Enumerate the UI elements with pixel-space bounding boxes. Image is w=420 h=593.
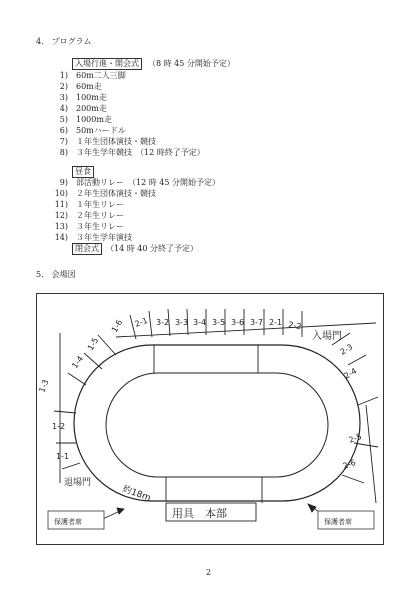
- seat-label-top: 3-3: [175, 318, 189, 327]
- seat-label-left: 1-5: [85, 336, 101, 352]
- track-inner: [106, 373, 328, 477]
- seat-label-top: 1-6: [109, 318, 125, 334]
- seat-label-right: 2-3: [338, 342, 355, 357]
- section-heading-program: 4. プログラム: [36, 37, 92, 46]
- program-item-number: 14): [54, 233, 68, 242]
- program-item-label: １年生リレー: [76, 200, 124, 209]
- distance-label: 約18m: [120, 484, 152, 504]
- program-item-number: 13): [54, 222, 68, 231]
- seat-label-top: 2-1: [133, 315, 149, 329]
- program-item-number: 12): [54, 211, 68, 220]
- seat-label-top: 3-7: [250, 318, 264, 327]
- seat-label-top: 2-2: [287, 320, 303, 332]
- seat-label-top: 3-2: [156, 318, 170, 327]
- lunch-box: 昼食: [72, 166, 94, 178]
- seat-label-top: 3-6: [231, 318, 245, 327]
- entrance-gate-label: 入場門: [312, 331, 342, 342]
- program-item-label: ３年生学年演技: [76, 233, 132, 242]
- program-item-label: ２年生団体演技・競技: [76, 189, 156, 198]
- program-item-label: 1000m走: [76, 115, 112, 124]
- seat-label-top: 2-1: [269, 318, 283, 327]
- section-heading-venue: 5. 会場図: [36, 270, 76, 279]
- program-item-number: 5): [59, 115, 68, 124]
- exit-gate-label: 退場門: [64, 478, 92, 488]
- closing-note: （14 時 40 分終了予定）: [106, 244, 198, 253]
- seat-label-left: 1-4: [70, 354, 86, 371]
- guardian-seat-left-label: 保護者席: [54, 518, 82, 526]
- program-item-label: 60m二人三脚: [76, 71, 126, 80]
- page-number: 2: [206, 568, 212, 577]
- program-item-label: ３年生学年競技 （12 時終了予定）: [76, 148, 205, 157]
- seat-label-top: 3-5: [212, 318, 226, 327]
- program-item-number: 9): [59, 178, 68, 187]
- venue-map: [36, 293, 384, 545]
- seat-label-right: 2-4: [342, 366, 359, 381]
- guardian-seat-right-label: 保護者席: [324, 518, 352, 526]
- program-item-number: 1): [59, 71, 68, 80]
- program-item-number: 7): [59, 137, 68, 146]
- officials-label: 用具 本部: [172, 507, 227, 520]
- program-item-label: 100m走: [76, 93, 107, 102]
- seat-label-left: 1-1: [56, 452, 70, 461]
- program-item-number: 6): [59, 126, 68, 135]
- program-item-label: 60m走: [76, 82, 102, 91]
- closing-ceremony-box: 閉会式: [72, 243, 102, 255]
- program-item-label: 50mハードル: [76, 126, 126, 135]
- program-item-number: 4): [59, 104, 68, 113]
- seat-label-right: 2-5: [347, 431, 363, 445]
- program-item-number: 3): [59, 93, 68, 102]
- program-item-label: 200m走: [76, 104, 107, 113]
- program-item-number: 2): [59, 82, 68, 91]
- program-item-number: 8): [59, 148, 68, 157]
- program-item-label: 部活動リレー （12 時 45 分開始予定）: [76, 178, 220, 187]
- program-item-label: １年生団体演技・競技: [76, 137, 156, 146]
- track-outer: [74, 345, 360, 501]
- opening-note: （8 時 45 分開始予定）: [148, 59, 235, 68]
- seat-label-left: 1-2: [52, 422, 66, 431]
- program-item-number: 10): [54, 189, 68, 198]
- program-item-number: 11): [54, 200, 68, 209]
- opening-ceremony-box: 入場行進・開会式: [72, 58, 142, 70]
- program-item-label: ３年生リレー: [76, 222, 124, 231]
- seat-label-right: 2-6: [341, 457, 357, 471]
- program-item-label: ２年生リレー: [76, 211, 124, 220]
- seat-label-left: 1-3: [37, 378, 51, 394]
- seat-label-top: 3-4: [193, 318, 207, 327]
